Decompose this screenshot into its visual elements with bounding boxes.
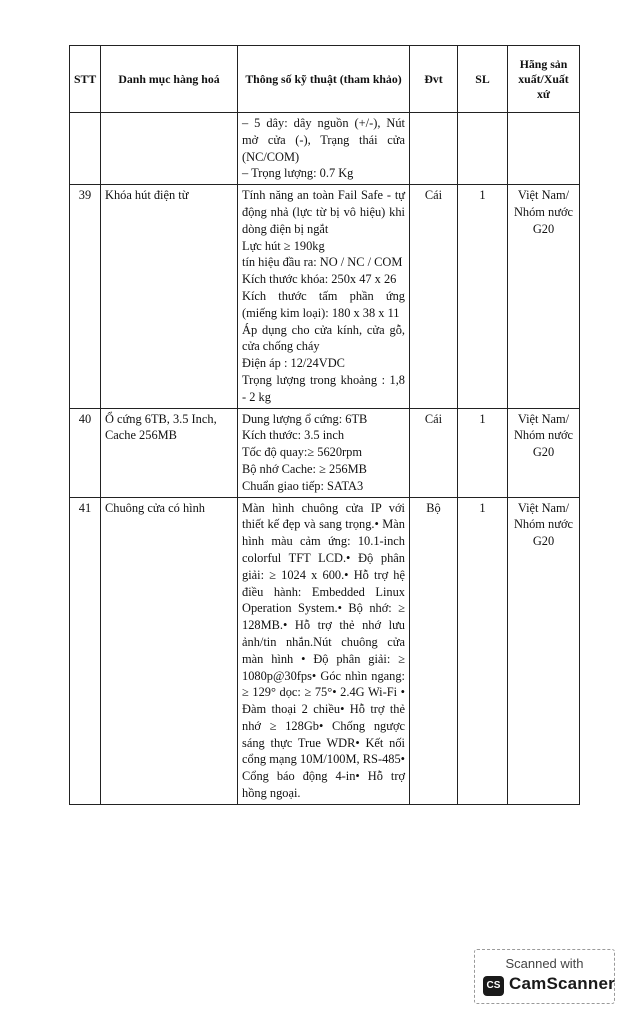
goods-table [69,45,580,805]
cell-name: Ổ cứng 6TB, 3.5 Inch, Cache 256MB [101,408,238,497]
cell-spec [238,185,410,408]
cell-stt: 41 [70,497,101,804]
header-spec: Thông số kỹ thuật (tham khảo) [238,46,410,113]
camscanner-logo-icon: CS [483,976,504,996]
watermark-brand: CamScanner [509,974,615,993]
table-row [70,185,580,408]
cell-spec-continued [238,113,410,185]
spec-line: – Trọng lượng: 0.7 Kg [242,166,354,181]
header-stt: STT [70,46,101,113]
spec-line: – 5 dây: dây nguồn (+/-), Nút mở cửa (-), Trạng thái cửa (NC/COM) [242,116,405,164]
cell-origin: Việt Nam/ Nhóm nước G20 [508,408,580,497]
cell-spec [238,408,410,497]
spec-line: Kích thước: 3.5 inch [242,428,345,443]
spec-line: Dung lượng ổ cứng: 6TB [242,411,368,426]
table-header-row [70,46,580,113]
spec-line: Màn hình chuông cửa IP với thiết kế đẹp và sang trọng.• Màn hình màu cảm ứng: 10.1-inch colorful TFT LCD.• Độ phân giải: ≥ 1024 x 600.• Hỗ trợ hệ điều hành: Embedded Linux Operation System.• Bộ nhớ: ≥ 128MB.• Hỗ trợ thẻ nhớ lưu ảnh/tin nhắn.Nút chuông cửa màn hình • Độ phân giải: ≥ 1080p@30fps• Góc nhìn ngang: ≥ 129° dọc: ≥ 75°• 2.4G Wi-Fi • Đàm thoại 2 chiều• Hỗ trợ thẻ nhớ ≥ 128Gb• Chống ngược sáng thực True WDR• Kết nối cổng mạng 10M/100M, RS-485• Cổng báo động 4-in• Hỗ trợ hồng ngoại. [242,500,405,801]
cell-origin: Việt Nam/ Nhóm nước G20 [508,497,580,804]
cell-name: Chuông cửa có hình [101,497,238,804]
spec-line: Tính năng an toàn Fail Safe - tự động nhả (lực từ bị vô hiệu) khi dòng điện bị ngắt [242,188,405,236]
spec-line: Chuẩn giao tiếp: SATA3 [242,478,364,493]
spec-line: Áp dụng cho cửa kính, cửa gỗ, cửa chống cháy [242,322,405,354]
spec-line: Kích thước khóa: 250x 47 x 26 [242,272,397,287]
spec-line: tín hiệu đầu ra: NO / NC / COM [242,255,403,270]
cell-origin-empty [508,113,580,185]
header-name: Danh mục hàng hoá [101,46,238,113]
cell-unit: Cái [410,408,458,497]
cell-stt-empty [70,113,101,185]
spec-line: Lực hút ≥ 190kg [242,238,325,253]
spec-line: Tốc độ quay:≥ 5620rpm [242,445,363,460]
cell-sl: 1 [458,408,508,497]
spec-line: Bộ nhớ Cache: ≥ 256MB [242,461,367,476]
header-sl: SL [458,46,508,113]
cell-unit-empty [410,113,458,185]
watermark-caption: Scanned with [505,956,584,971]
cell-unit: Bộ [410,497,458,804]
cell-sl-empty [458,113,508,185]
cell-name-empty [101,113,238,185]
cell-stt: 40 [70,408,101,497]
table-row [70,408,580,497]
cell-name: Khóa hút điện từ [101,185,238,408]
cell-sl: 1 [458,497,508,804]
cell-stt: 39 [70,185,101,408]
cell-sl: 1 [458,185,508,408]
spec-line: Trọng lượng trong khoảng : 1,8 - 2 kg [242,372,405,404]
spec-line: Kích thước tấm phần ứng (miếng kim loại): 180 x 38 x 11 [242,288,405,320]
cell-unit: Cái [410,185,458,408]
cell-origin: Việt Nam/ Nhóm nước G20 [508,185,580,408]
table-row-continued [70,113,580,185]
table-row [70,497,580,804]
header-unit: Đvt [410,46,458,113]
cell-spec [238,497,410,804]
spec-line: Điện áp : 12/24VDC [242,356,345,371]
camscanner-watermark [474,949,615,1004]
header-origin: Hãng sản xuất/Xuất xứ [508,46,580,113]
